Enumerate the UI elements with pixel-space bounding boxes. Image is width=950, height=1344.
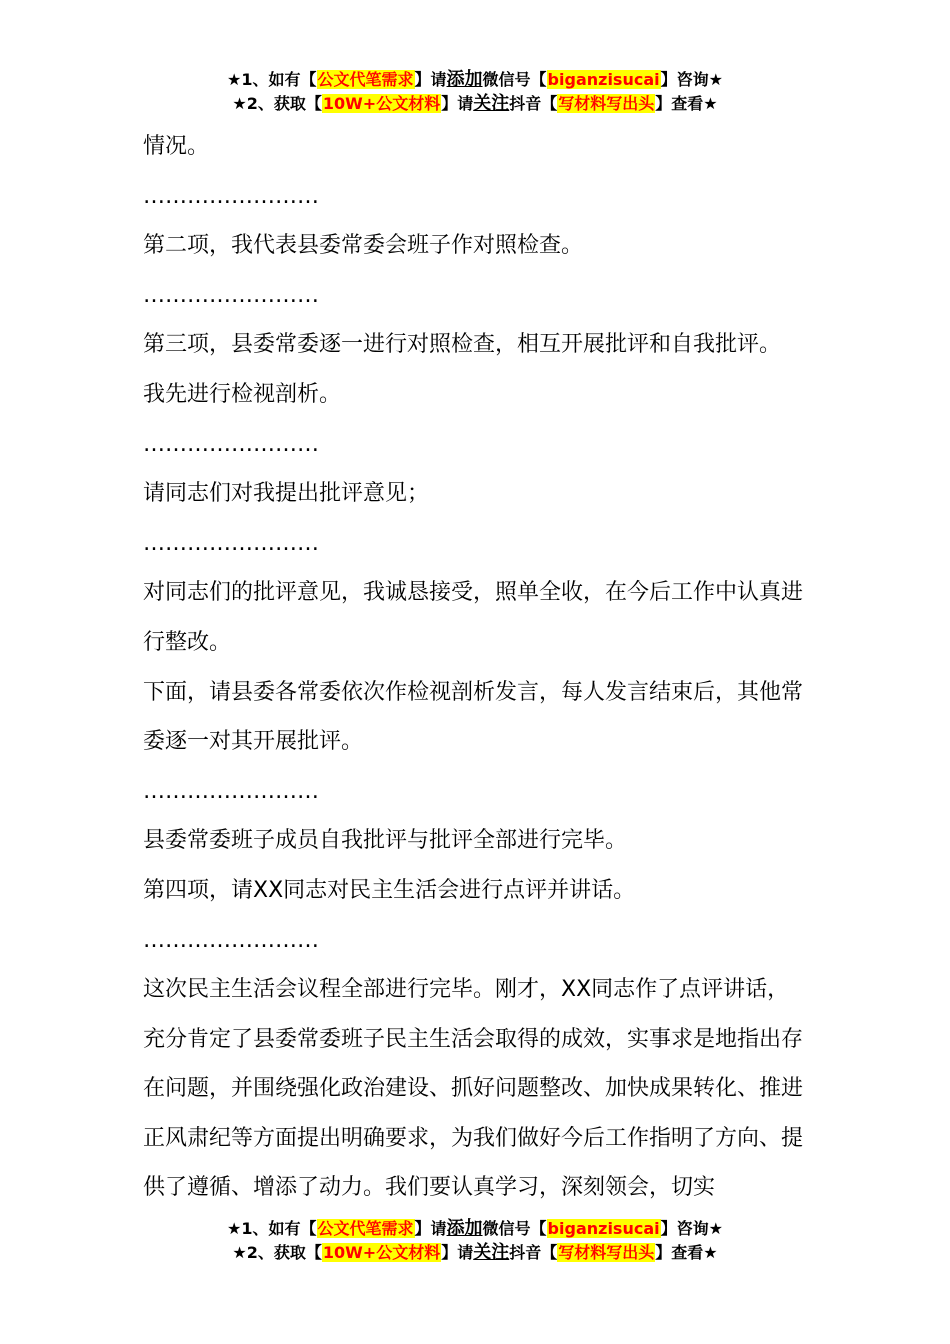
banner-text: 微信号【 — [482, 1219, 547, 1238]
banner-text: ★1、如有【 — [227, 1219, 317, 1238]
banner-text: ★1、如有【 — [227, 70, 317, 89]
ellipsis-separator: …………………… — [143, 282, 319, 308]
paragraph: 我先进行检视剖析。 — [143, 381, 342, 407]
banner-text: 】请 — [414, 70, 447, 89]
banner-text: 】请 — [441, 1243, 474, 1262]
banner-text: 抖音【 — [509, 94, 558, 113]
banner-text: ★2、获取【 — [232, 94, 322, 113]
highlight-douyin-account: 写材料写出头 — [558, 1243, 655, 1262]
paragraph: 第二项，我代表县委常委会班子作对照检查。 — [143, 233, 584, 259]
banner-line-1 — [0, 68, 950, 92]
banner-line-1 — [0, 1217, 950, 1241]
paragraph: 第四项，请XX同志对民主生活会进行点评并讲话。 — [143, 877, 636, 903]
underlined-add: 添加 — [446, 69, 483, 90]
ellipsis-separator: …………………… — [143, 530, 319, 556]
banner-line-2 — [0, 92, 950, 116]
highlight-wechat-id: biganzisucai — [547, 1219, 660, 1238]
paragraph: 县委常委班子成员自我批评与批评全部进行完毕。 — [143, 828, 628, 854]
paragraph: 下面，请县委各常委依次作检视剖析发言，每人发言结束后，其他常委逐一对其开展批评。 — [143, 679, 804, 755]
banner-text: 微信号【 — [482, 70, 547, 89]
footer-banner — [0, 1217, 950, 1265]
underlined-follow: 关注 — [473, 1242, 510, 1263]
document-body — [143, 122, 808, 1213]
banner-line-2 — [0, 1241, 950, 1265]
banner-text: 】请 — [414, 1219, 447, 1238]
paragraph: 第三项，县委常委逐一进行对照检查，相互开展批评和自我批评。 — [143, 332, 782, 358]
highlight-douyin-account: 写材料写出头 — [558, 94, 655, 113]
ellipsis-separator: …………………… — [143, 927, 319, 953]
ellipsis-separator: …………………… — [143, 183, 319, 209]
banner-text: 】查看★ — [655, 94, 718, 113]
paragraph: 请同志们对我提出批评意见； — [143, 481, 430, 507]
highlight-materials: 10W+公文材料 — [322, 1243, 441, 1262]
banner-text: 】请 — [441, 94, 474, 113]
underlined-follow: 关注 — [473, 93, 510, 114]
underlined-add: 添加 — [446, 1218, 483, 1239]
header-banner — [0, 68, 950, 116]
paragraph: 情况。 — [143, 134, 210, 159]
ellipsis-separator: …………………… — [143, 431, 319, 457]
paragraph: 对同志们的批评意见，我诚恳接受，照单全收，在今后工作中认真进行整改。 — [143, 580, 804, 655]
ellipsis-separator: …………………… — [143, 778, 319, 804]
highlight-wechat-id: biganzisucai — [547, 70, 660, 89]
highlight-materials: 10W+公文材料 — [322, 94, 441, 113]
paragraph: 这次民主生活会议程全部进行完毕。刚才，XX同志作了点评讲话，充分肯定了县委常委班子民主生活会取得的成效，实事求是地指出存在问题，并围绕强化政治建设、抓好问题整改、加快成果转化、推进正风肃纪等方面提出明确要求，为我们做好今后工作指明了方向、提供了遵循、增添了动力。我们要认真学习，深刻领会，切实 — [143, 977, 804, 1201]
highlight-ghostwriting: 公文代笔需求 — [317, 70, 414, 89]
banner-text: 抖音【 — [509, 1243, 558, 1262]
banner-text: 】咨询★ — [660, 70, 723, 89]
banner-text: 】咨询★ — [660, 1219, 723, 1238]
banner-text: ★2、获取【 — [232, 1243, 322, 1262]
highlight-ghostwriting: 公文代笔需求 — [317, 1219, 414, 1238]
banner-text: 】查看★ — [655, 1243, 718, 1262]
